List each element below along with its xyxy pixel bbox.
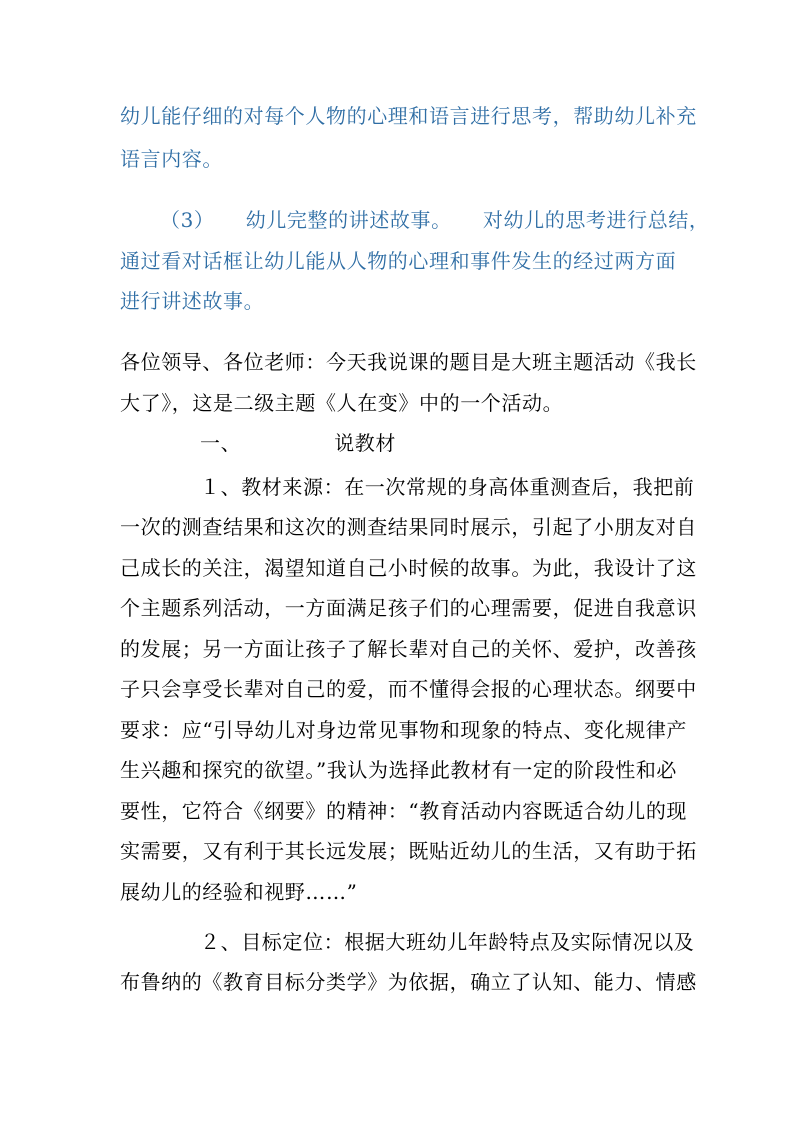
paragraph-line: 通过看对话框让幼儿能从人物的心理和事件发生的经过两方面 [120, 249, 677, 273]
paragraph-line: 语言内容。 [120, 147, 223, 171]
paragraph-line: ２、目标定位：根据大班幼儿年龄特点及实际情况以及 [200, 930, 695, 954]
paragraph-line: 生兴趣和探究的欲望。”我认为选择此教材有一定的阶段性和必 [120, 758, 678, 782]
paragraph-line: 各位领导、各位老师：今天我说课的题目是大班主题活动《我长 [120, 350, 697, 374]
paragraph-line: 要求：应“引导幼儿对身边常见事物和现象的特点、变化规律产 [120, 718, 688, 742]
paragraph-line: 要性，它符合《纲要》的精神：“教育活动内容既适合幼儿的现 [120, 799, 688, 823]
paragraph-line: 展幼儿的经验和视野……” [120, 880, 358, 904]
paragraph-line: １、教材来源：在一次常规的身高体重测查后，我把前 [200, 475, 695, 499]
paragraph-line: 幼儿能仔细的对每个人物的心理和语言进行思考，帮助幼儿补充 [120, 104, 697, 128]
paragraph-line: 一次的测查结果和这次的测查结果同时展示，引起了小朋友对自 [120, 515, 697, 539]
paragraph-line: 实需要，又有利于其长远发展；既贴近幼儿的生活，又有助于拓 [120, 839, 697, 863]
paragraph-line: 个主题系列活动，一方面满足孩子们的心理需要，促进自我意识 [120, 596, 697, 620]
paragraph-line: （3） 幼儿完整的讲述故事。 对幼儿的思考进行总结， [160, 208, 710, 232]
paragraph-line: 的发展；另一方面让孩子了解长辈对自己的关怀、爱护，改善孩 [120, 637, 697, 661]
paragraph-line: 进行讲述故事。 [120, 289, 265, 313]
paragraph-line: 大了》，这是二级主题《人在变》中的一个活动。 [120, 391, 564, 415]
section-heading: 一、 说教材 [200, 431, 396, 455]
paragraph-line: 子只会享受长辈对自己的爱，而不懂得会报的心理状态。纲要中 [120, 677, 697, 701]
paragraph-line: 己成长的关注，渴望知道自己小时候的故事。为此，我设计了这 [120, 556, 697, 580]
paragraph-line: 布鲁纳的《教育目标分类学》为依据，确立了认知、能力、情感 [120, 970, 697, 994]
